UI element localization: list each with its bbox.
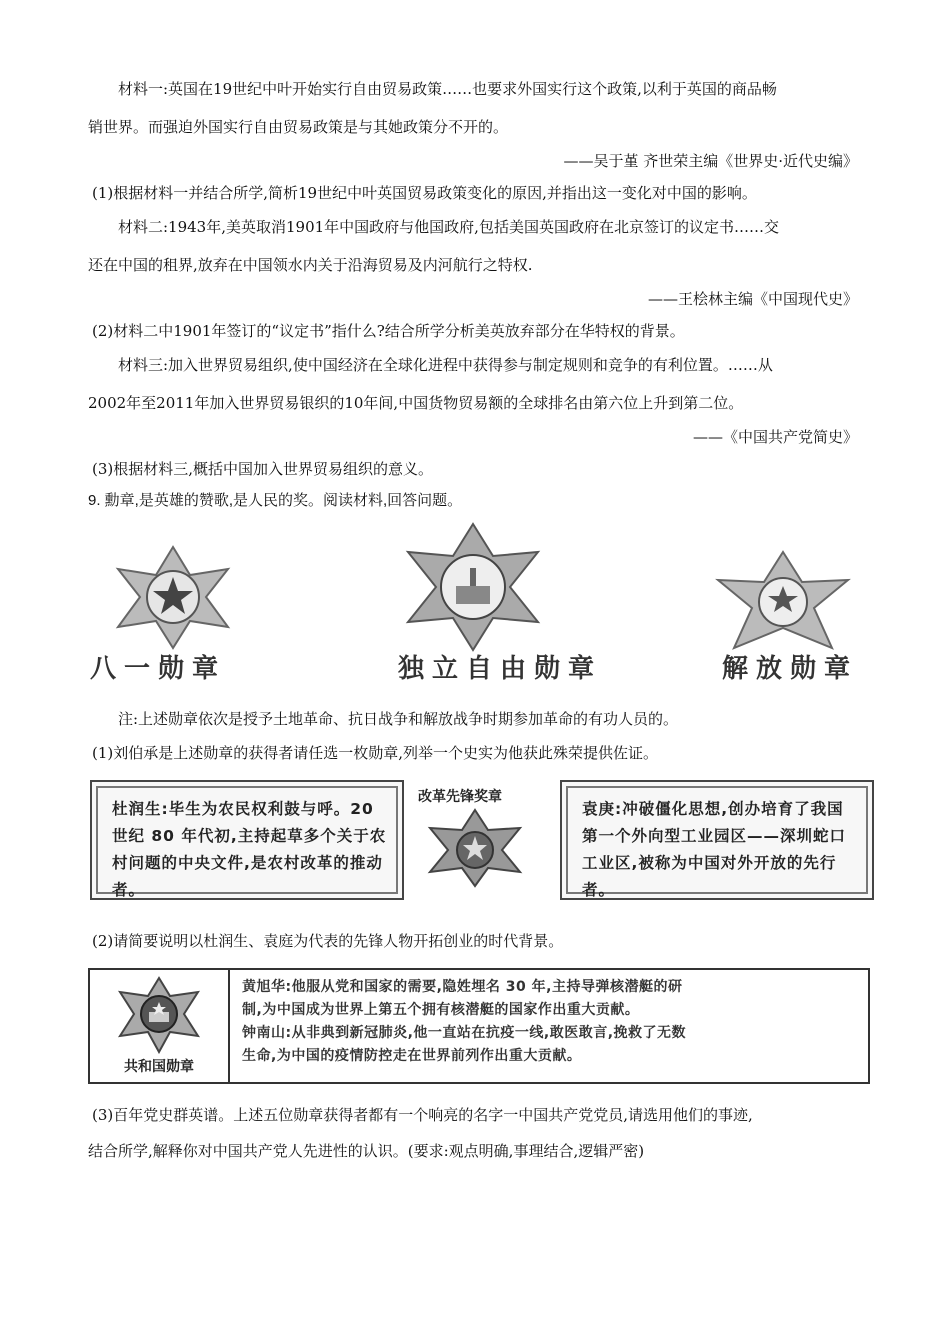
medal-label-independence: 独立自由勋章 bbox=[398, 654, 603, 684]
material1-line2: 销世界。而强迫外国实行自由贸易政策是与其她政策分不开的。 bbox=[88, 118, 509, 136]
card-du-runsheng bbox=[90, 780, 404, 900]
huang-xuhua-line2: 制,为中国成为世界上第五个拥有核潜艇的国家作出重大贡献。 bbox=[242, 1002, 640, 1018]
reform-pioneer-medal-icon bbox=[420, 808, 530, 888]
material2-line1: 材料二:1943年,美英取消1901年中国政府与他国政府,包括美国英国政府在北京签订的议定书……交 bbox=[118, 218, 779, 236]
medal-note: 注:上述勋章依次是授予土地革命、抗日战争和解放战争时期参加革命的有功人员的。 bbox=[118, 710, 679, 728]
question-9-3-line2: 结合所学,解释你对中国共产党人先进性的认识。(要求:观点明确,事理结合,逻辑严密) bbox=[88, 1142, 645, 1160]
republic-medal-icon bbox=[114, 976, 204, 1054]
bayi-medal-icon bbox=[98, 545, 248, 650]
material3-line2: 2002年至2011年加入世界贸易银织的10年间,中国货物贸易额的全球排名由第六位上升到第二位。 bbox=[88, 394, 744, 412]
material1-line1: 材料一:英国在19世纪中叶开始实行自由贸易政策……也要求外国实行这个政策,以利于英国的商品畅 bbox=[118, 80, 777, 98]
republic-medal-text bbox=[242, 976, 858, 1068]
question-9-1: (1)刘伯承是上述勋章的获得者请任选一枚勋章,列举一个史实为他获此殊荣提供佐证。 bbox=[92, 744, 659, 762]
huang-xuhua-line1: 黄旭华:他服从党和国家的需要,隐姓埋名 30 年,主持导弹核潜艇的研 bbox=[242, 979, 683, 995]
material1-source: ——吴于堇 齐世荣主编《世界史·近代史编》 bbox=[563, 152, 858, 170]
question-9-3-line1: (3)百年党史群英谱。上述五位勋章获得者都有一个响亮的名字一中国共产党党员,请选用他们的事迹, bbox=[92, 1106, 753, 1124]
material3-line1: 材料三:加入世界贸易组织,使中国经济在全球化进程中获得参与制定规则和竞争的有利位置。……从 bbox=[118, 356, 773, 374]
question-3: (3)根据材料三,概括中国加入世界贸易组织的意义。 bbox=[92, 460, 434, 478]
material2-line2: 还在中国的租界,放弃在中国领水内关于沿海贸易及内河航行之特权. bbox=[88, 256, 533, 274]
card-du-runsheng-text: 杜润生:毕生为农民权利鼓与呼。20 世纪 80 年代初,主持起草多个关于农村问题的中央文件,是农村改革的推动者。 bbox=[112, 800, 387, 899]
independence-medal-icon bbox=[398, 522, 548, 652]
reform-pioneer-award-title: 改革先锋奖章 bbox=[418, 789, 502, 805]
republic-medal-box bbox=[88, 968, 870, 1084]
card-yuan-geng-text: 袁庚:冲破僵化思想,创办培育了我国第一个外向型工业园区——深圳蛇口工业区,被称为中国对外开放的先行者。 bbox=[582, 800, 847, 899]
card-yuan-geng bbox=[560, 780, 874, 900]
question-1: (1)根据材料一并结合所学,简析19世纪中叶英国贸易政策变化的原因,并指出这一变化对中国的影响。 bbox=[92, 184, 757, 202]
medal-label-bayi: 八一勋章 bbox=[90, 654, 227, 684]
republic-medal-caption: 共和国勋章 bbox=[124, 1059, 194, 1075]
material3-source: ——《中国共产党简史》 bbox=[692, 428, 858, 446]
republic-medal-panel bbox=[90, 970, 230, 1082]
liberation-medal-icon bbox=[708, 550, 858, 650]
medal-label-liberation: 解放勋章 bbox=[722, 654, 859, 684]
question-9-2: (2)请简要说明以杜润生、袁庭为代表的先锋人物开拓创业的时代背景。 bbox=[92, 932, 564, 950]
zhong-nanshan-line1: 钟南山:从非典到新冠肺炎,他一直站在抗疫一线,敢医敢言,挽救了无数 bbox=[242, 1025, 687, 1041]
material2-source: ——王桧林主编《中国现代史》 bbox=[647, 290, 858, 308]
zhong-nanshan-line2: 生命,为中国的疫情防控走在世界前列作出重大贡献。 bbox=[242, 1048, 582, 1064]
question-2: (2)材料二中1901年签订的“议定书”指什么?结合所学分析美英放弃部分在华特权的背景。 bbox=[92, 322, 685, 340]
question-9-stem: 9. 勳章,是英雄的赞歌,是人民的奖。阅读材料,回答问题。 bbox=[88, 492, 463, 509]
